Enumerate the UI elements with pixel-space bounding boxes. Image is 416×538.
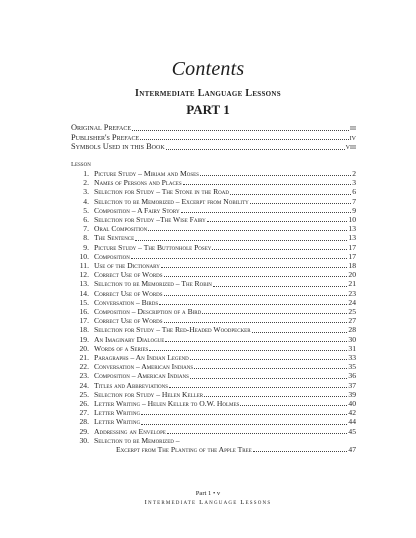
entry-title: Selection for Study – The Stone in the Road (94, 187, 230, 197)
lesson-number: 6. (83, 215, 89, 225)
entry-title: Use of the Dictionary (94, 261, 160, 271)
book-subtitle: Intermediate Language Lessons (135, 88, 281, 99)
lesson-number: 18. (79, 325, 89, 335)
lesson-body (94, 325, 356, 334)
lesson-entry (71, 270, 356, 279)
entry-page-number: 45 (348, 426, 356, 436)
lesson-line (94, 206, 356, 215)
lesson-entry (71, 381, 356, 390)
lesson-line (94, 270, 356, 279)
lesson-body (94, 408, 356, 417)
lesson-number: 21. (79, 353, 89, 363)
entry-page-number: iii (350, 123, 356, 132)
lesson-entry (71, 353, 356, 362)
entry-title: Letter Writing (94, 417, 141, 427)
lesson-number: 3. (83, 187, 89, 197)
dot-leader (194, 368, 347, 369)
lesson-line (94, 390, 356, 399)
dot-leader (141, 424, 347, 425)
dot-leader (159, 304, 347, 305)
entry-page-number: 39 (348, 389, 356, 399)
lesson-entry (71, 408, 356, 417)
lesson-body (94, 298, 356, 307)
lesson-line (94, 243, 356, 252)
entry-title: Selection to be Memorized – The Robin (94, 279, 212, 289)
entry-title: Original Preface (71, 123, 132, 132)
entry-page-number: 33 (348, 353, 356, 363)
dot-leader (148, 230, 347, 231)
lesson-line (94, 252, 356, 261)
lesson-entry (71, 206, 356, 215)
dot-leader (252, 332, 348, 333)
entry-page-number: 13 (348, 224, 356, 234)
entry-title: Selection for Study – The Red-Headed Woodpecker (94, 325, 251, 335)
lesson-number: 9. (83, 242, 89, 252)
dot-leader (207, 221, 348, 222)
lesson-body (94, 399, 356, 408)
lesson-number: 8. (83, 233, 89, 243)
lesson-line (94, 178, 356, 187)
lesson-body (94, 335, 356, 344)
lesson-number: 2. (83, 178, 89, 188)
entry-title: Selection to be Memorized – Excerpt from Nobility (94, 196, 249, 206)
lesson-body (94, 417, 356, 426)
entry-page-number: 2 (352, 169, 356, 178)
lesson-number: 29. (79, 426, 89, 436)
entry-title: Correct Use of Words (94, 270, 163, 280)
lesson-line (94, 399, 356, 408)
lesson-line (94, 408, 356, 417)
lesson-entry (71, 335, 356, 344)
lesson-body (94, 316, 356, 325)
entry-page-number: iv (349, 132, 356, 142)
dot-leader (230, 194, 351, 195)
lesson-body (94, 187, 356, 196)
lesson-line (94, 187, 356, 196)
lesson-entry (71, 362, 356, 371)
lesson-continuation-line (94, 445, 356, 454)
dot-leader (164, 276, 348, 277)
entry-page-number: 24 (348, 297, 356, 307)
dot-leader (135, 240, 347, 241)
lesson-line (94, 353, 356, 362)
lesson-number: 16. (79, 307, 89, 317)
entry-page-number: 10 (348, 215, 356, 225)
lesson-entry (71, 390, 356, 399)
front-matter-list (71, 123, 356, 152)
lesson-number: 4. (83, 196, 89, 206)
lesson-line (94, 316, 356, 325)
entry-title: Words of a Series (94, 343, 149, 353)
entry-page-number: 37 (348, 380, 356, 390)
entry-title: Conversation – Birds (94, 297, 159, 307)
lesson-entry (71, 436, 356, 454)
lesson-body (94, 224, 356, 233)
entry-title: Conversation – American Indians (94, 362, 194, 372)
dot-leader (213, 286, 348, 287)
lesson-entry (71, 197, 356, 206)
lesson-line (94, 371, 356, 380)
dot-leader (140, 139, 349, 140)
lesson-entry (71, 298, 356, 307)
lesson-entry (71, 325, 356, 334)
lesson-entry (71, 399, 356, 408)
lesson-line (94, 307, 356, 316)
lesson-number: 20. (79, 343, 89, 353)
lesson-line (94, 298, 356, 307)
lesson-line (94, 417, 356, 426)
entry-title: Symbols Used in this Book (71, 142, 165, 152)
lesson-number: 12. (79, 270, 89, 280)
dot-leader (164, 295, 348, 296)
entry-page-number: 6 (352, 187, 356, 197)
lesson-entry (71, 344, 356, 353)
lesson-body (94, 436, 356, 454)
lesson-number: 26. (79, 399, 89, 409)
lesson-body (94, 215, 356, 224)
lesson-number: 30. (79, 435, 89, 445)
dot-leader (141, 414, 347, 415)
lesson-number: 10. (79, 251, 89, 261)
lesson-line (94, 289, 356, 298)
lesson-line (94, 197, 356, 206)
lesson-body (94, 169, 356, 178)
lesson-number: 24. (79, 380, 89, 390)
lesson-number: 17. (79, 316, 89, 326)
dot-leader (202, 313, 347, 314)
dot-leader (240, 405, 347, 406)
entry-title: Addressing an Envelope (94, 426, 166, 436)
lesson-body (94, 261, 356, 270)
entry-page-number: 17 (348, 242, 356, 252)
entry-page-number: 20 (348, 270, 356, 280)
entry-page-number: 7 (352, 196, 356, 206)
lesson-line (94, 169, 356, 178)
lesson-body (94, 289, 356, 298)
lesson-number: 1. (83, 169, 89, 178)
lesson-body (94, 206, 356, 215)
lesson-entry (71, 224, 356, 233)
lessons-list (71, 169, 356, 454)
entry-page-number: viii (345, 142, 356, 152)
dot-leader (204, 396, 347, 397)
lesson-line (94, 362, 356, 371)
lesson-entry (71, 169, 356, 178)
entry-page-number: 36 (348, 371, 356, 381)
entry-title: Selection for Study – Helen Keller (94, 389, 204, 399)
entry-title: Composition – Description of a Bird (94, 307, 202, 317)
dot-leader (212, 249, 347, 250)
entry-page-number: 47 (348, 445, 356, 455)
lesson-body (94, 197, 356, 206)
entry-page-number: 31 (348, 343, 356, 353)
lesson-entry (71, 233, 356, 242)
lesson-entry (71, 243, 356, 252)
footer-running-title: Intermediate Language Lessons (144, 498, 272, 506)
lesson-number: 19. (79, 334, 89, 344)
lesson-body (94, 243, 356, 252)
lesson-body (94, 344, 356, 353)
footer-page-marker: Part 1 • v (195, 490, 221, 497)
lesson-number: 13. (79, 279, 89, 289)
lesson-entry (71, 261, 356, 270)
entry-title: Excerpt from The Planting of the Apple Tree (116, 445, 252, 455)
lesson-line (94, 233, 356, 242)
dot-leader (166, 149, 345, 150)
lesson-line (94, 381, 356, 390)
dot-leader (190, 359, 348, 360)
entry-title: Selection for Study –The Wise Fairy (94, 215, 206, 225)
dot-leader (165, 341, 347, 342)
lesson-entry (71, 371, 356, 380)
entry-title: Picture Study – Miriam and Moses (94, 169, 199, 178)
lesson-number: 5. (83, 205, 89, 215)
lesson-number: 27. (79, 408, 89, 418)
lesson-line (94, 261, 356, 270)
entry-page-number: 30 (348, 334, 356, 344)
dot-leader (253, 451, 348, 452)
front-matter-entry (71, 123, 356, 133)
dot-leader (183, 184, 352, 185)
entry-title: Composition (94, 251, 130, 261)
lesson-body (94, 381, 356, 390)
entry-title: Correct Use of Words (94, 288, 163, 298)
entry-title: Oral Composition (94, 224, 148, 234)
dot-leader (132, 130, 349, 131)
lesson-entry (71, 187, 356, 196)
entry-title: Selection to be Memorized – (94, 435, 180, 445)
entry-page-number: 3 (352, 178, 356, 188)
entry-title: Letter Writing – Helen Keller to O.W. Holmes (94, 399, 240, 409)
entry-title: Publisher's Preface (71, 132, 140, 142)
lesson-body (94, 390, 356, 399)
entry-title: Titles and Abbreviations (94, 380, 169, 390)
page-footer (0, 490, 416, 507)
dot-leader (161, 267, 348, 268)
entry-page-number: 25 (348, 307, 356, 317)
part-heading: PART 1 (186, 102, 230, 117)
entry-page-number: 21 (348, 279, 356, 289)
lesson-entry (71, 279, 356, 288)
dot-leader (167, 433, 347, 434)
entry-title: Names of Persons and Places (94, 178, 182, 188)
dot-leader (169, 387, 347, 388)
entry-title: Composition – A Fairy Story (94, 205, 180, 215)
lesson-entry (71, 307, 356, 316)
entry-title: Composition – American Indians (94, 371, 189, 381)
lesson-entry (71, 215, 356, 224)
entry-page-number: 13 (348, 233, 356, 243)
lesson-entry (71, 417, 356, 426)
lesson-number: 25. (79, 389, 89, 399)
entry-title: Letter Writing (94, 408, 141, 418)
entry-page-number: 40 (348, 399, 356, 409)
lesson-line (94, 335, 356, 344)
lesson-line (94, 344, 356, 353)
lesson-line (94, 224, 356, 233)
lesson-label: Lesson (71, 161, 91, 168)
page-title: Contents (171, 58, 245, 80)
lesson-number: 28. (79, 417, 89, 427)
dot-leader (164, 322, 348, 323)
dot-leader (250, 203, 351, 204)
lesson-body (94, 233, 356, 242)
entry-page-number: 27 (348, 316, 356, 326)
lesson-number: 14. (79, 288, 89, 298)
dot-leader (200, 175, 351, 176)
entry-title: Picture Study – The Buttonhole Posey (94, 242, 212, 252)
entry-page-number: 17 (348, 251, 356, 261)
lesson-entry (71, 316, 356, 325)
entry-title: Paragraphs – An Indian Legend (94, 353, 189, 363)
lesson-number: 15. (79, 297, 89, 307)
dot-leader (149, 350, 347, 351)
dot-leader (131, 258, 348, 259)
entry-page-number: 42 (348, 408, 356, 418)
lesson-body (94, 252, 356, 261)
lesson-number: 7. (83, 224, 89, 234)
lesson-body (94, 270, 356, 279)
lesson-body (94, 427, 356, 436)
lesson-number: 22. (79, 362, 89, 372)
lesson-number: 23. (79, 371, 89, 381)
entry-page-number: 44 (348, 417, 356, 427)
entry-page-number: 9 (352, 205, 356, 215)
lesson-entry (71, 289, 356, 298)
lesson-entry (71, 178, 356, 187)
entry-title: Correct Use of Words (94, 316, 163, 326)
lesson-line (94, 215, 356, 224)
entry-page-number: 23 (348, 288, 356, 298)
front-matter-entry (71, 142, 356, 152)
entry-title: An Imaginary Dialogue (94, 334, 165, 344)
lesson-body (94, 362, 356, 371)
dot-leader (181, 212, 352, 213)
lesson-entry (71, 427, 356, 436)
lesson-entry (71, 252, 356, 261)
entry-title: The Sentence (94, 233, 135, 243)
lesson-body (94, 279, 356, 288)
lesson-body (94, 307, 356, 316)
lesson-line (94, 436, 356, 445)
entry-page-number: 35 (348, 362, 356, 372)
lesson-body (94, 178, 356, 187)
entry-page-number: 28 (348, 325, 356, 335)
lesson-body (94, 353, 356, 362)
dot-leader (190, 378, 347, 379)
lesson-body (94, 371, 356, 380)
lesson-line (94, 427, 356, 436)
lesson-line (94, 325, 356, 334)
front-matter-entry (71, 133, 356, 143)
lesson-number: 11. (79, 261, 89, 271)
entry-page-number: 18 (348, 261, 356, 271)
lesson-line (94, 279, 356, 288)
